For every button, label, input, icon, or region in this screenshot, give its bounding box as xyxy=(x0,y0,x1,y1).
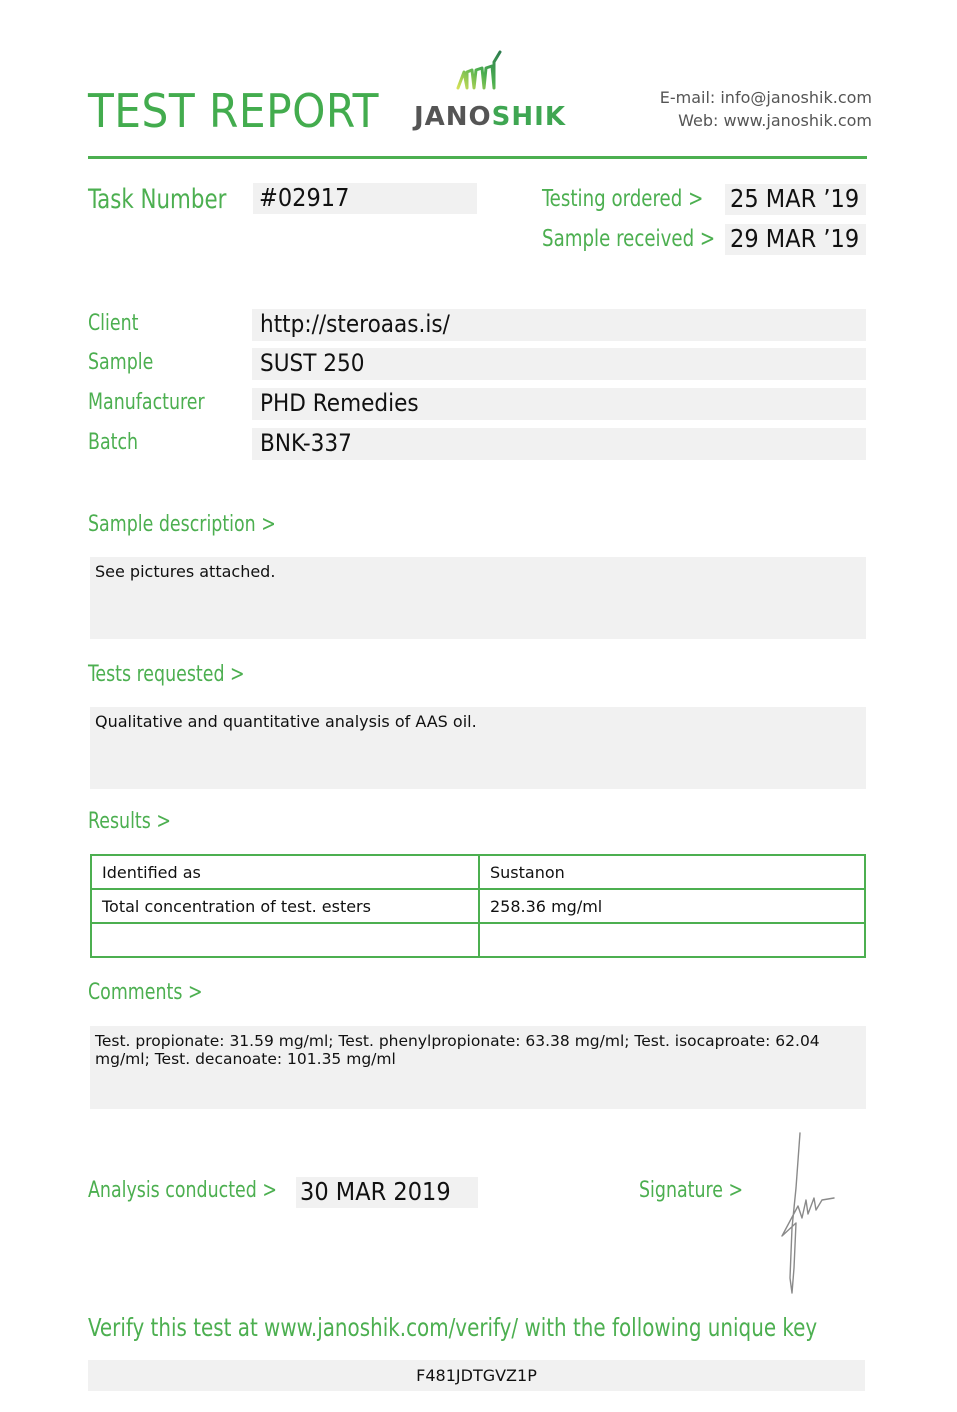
analysis-date-value: 30 MAR 2019 xyxy=(300,1177,451,1206)
testing-ordered-value: 25 MAR ’19 xyxy=(730,184,860,213)
signature-icon xyxy=(772,1128,842,1298)
sample-received-label: Sample received > xyxy=(542,226,716,252)
tests-requested-box: Qualitative and quantitative analysis of AAS oil. xyxy=(90,707,866,789)
field-label: Batch xyxy=(88,430,139,455)
contact-email: E-mail: info@janoshik.com xyxy=(659,88,872,107)
field-batch xyxy=(88,428,866,461)
comments-label: Comments > xyxy=(88,980,203,1005)
testing-ordered-label: Testing ordered > xyxy=(542,186,704,212)
logo-wordmark xyxy=(414,102,566,132)
sample-received-value: 29 MAR ’19 xyxy=(730,224,860,253)
signature-label: Signature > xyxy=(639,1178,744,1203)
analysis-date-field xyxy=(296,1177,478,1208)
comments-box: Test. propionate: 31.59 mg/ml; Test. phenylpropionate: 63.38 mg/ml; Test. isocaproate: 62.04 mg/ml; Test. decanoate: 101.35 mg/ml xyxy=(90,1026,866,1109)
janoshik-logo xyxy=(412,48,566,133)
field-value: SUST 250 xyxy=(260,349,365,377)
table-row xyxy=(91,923,865,957)
field-manufacturer xyxy=(88,388,866,421)
field-label: Sample xyxy=(88,350,154,375)
field-client xyxy=(88,309,866,342)
chart-bars-logo-icon xyxy=(412,48,552,103)
testing-ordered-field xyxy=(725,184,866,215)
field-label: Client xyxy=(88,311,139,336)
sample-description-box: See pictures attached. xyxy=(90,557,866,639)
field-sample xyxy=(88,348,866,381)
field-box xyxy=(252,388,866,420)
result-value xyxy=(479,923,865,957)
logo-text-dark: JANO xyxy=(414,102,492,132)
result-value: 258.36 mg/ml xyxy=(479,889,865,923)
field-box xyxy=(252,309,866,341)
verify-instructions: Verify this test at www.janoshik.com/verify/ with the following unique key xyxy=(88,1313,818,1342)
field-box xyxy=(252,428,866,460)
verify-key: F481JDTGVZ1P xyxy=(88,1360,865,1391)
contact-info xyxy=(660,86,872,132)
field-box xyxy=(252,348,866,380)
field-value: BNK-337 xyxy=(260,429,352,457)
sample-received-field xyxy=(725,224,866,255)
results-label: Results > xyxy=(88,809,171,834)
analysis-conducted-label: Analysis conducted > xyxy=(88,1178,277,1203)
report-title: TEST REPORT xyxy=(88,84,379,138)
header-divider xyxy=(88,156,867,159)
field-value: PHD Remedies xyxy=(260,389,419,417)
sample-description-label: Sample description > xyxy=(88,512,276,537)
results-table xyxy=(90,854,866,958)
result-key: Identified as xyxy=(91,855,479,889)
contact-web: Web: www.janoshik.com xyxy=(678,111,872,130)
table-row xyxy=(91,889,865,923)
table-row xyxy=(91,855,865,889)
result-value: Sustanon xyxy=(479,855,865,889)
task-number-value: #02917 xyxy=(259,183,350,212)
field-value: http://steroaas.is/ xyxy=(260,310,450,338)
result-key xyxy=(91,923,479,957)
tests-requested-label: Tests requested > xyxy=(88,662,245,687)
task-number-label: Task Number xyxy=(88,184,227,215)
logo-text-light: SHIK xyxy=(491,102,566,132)
field-label: Manufacturer xyxy=(88,390,205,415)
result-key: Total concentration of test. esters xyxy=(91,889,479,923)
task-number-field xyxy=(253,183,477,214)
